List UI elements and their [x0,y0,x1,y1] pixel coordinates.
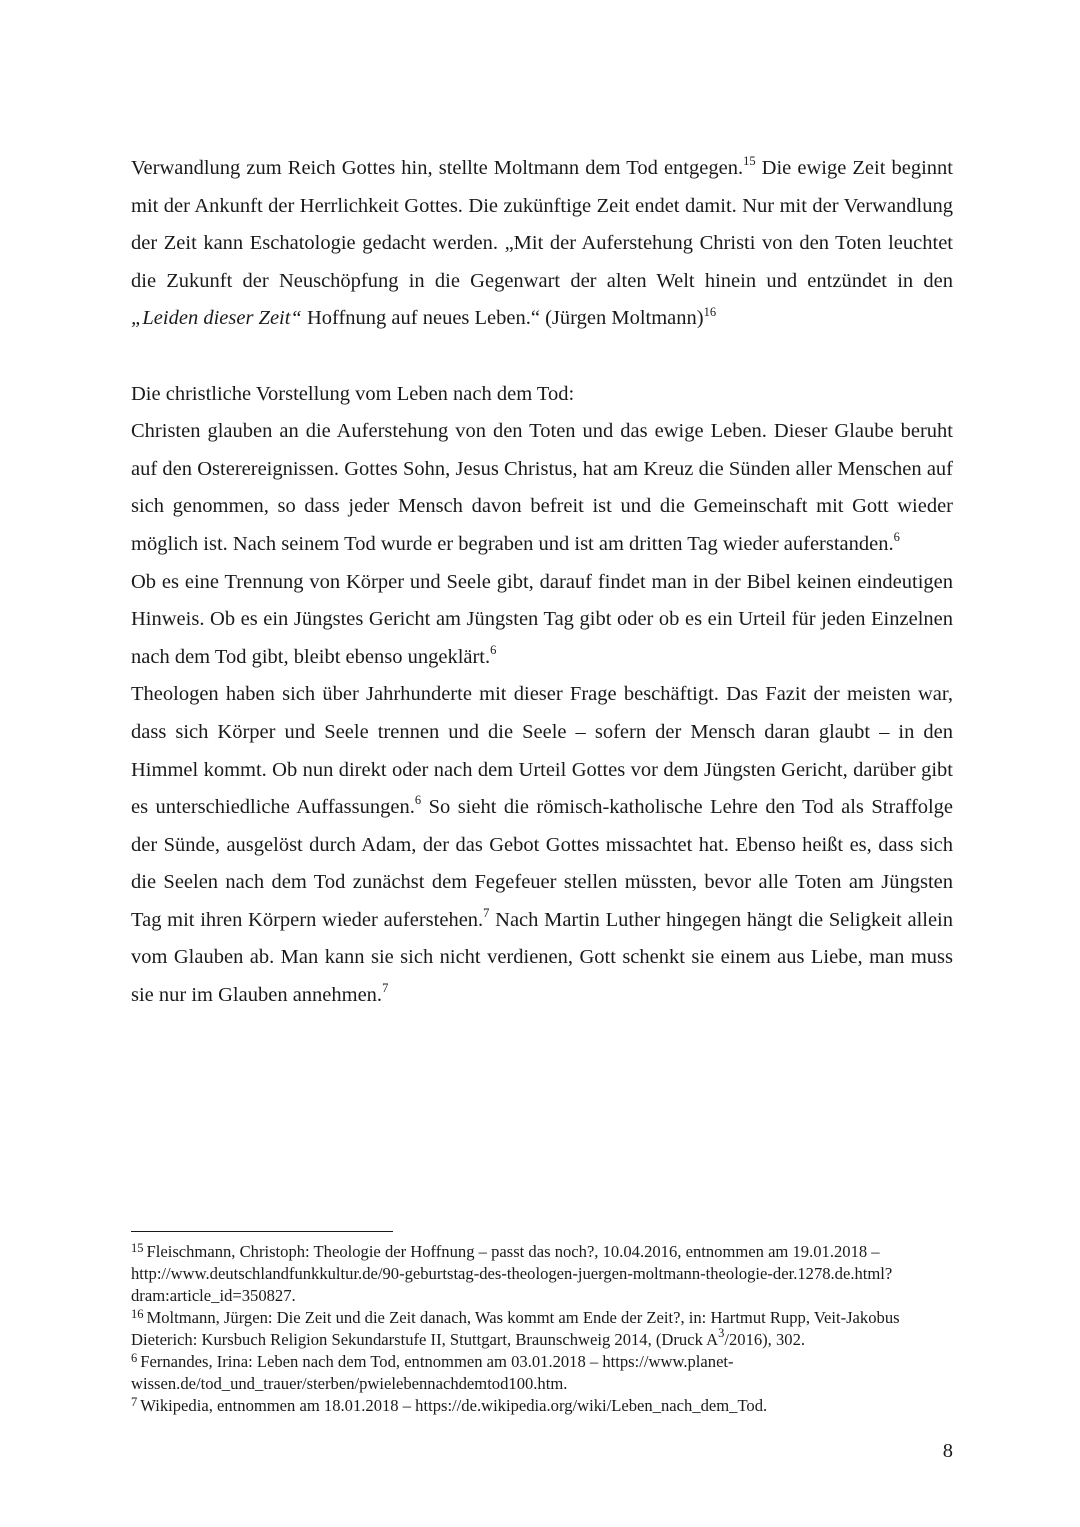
paragraph-theologen [131,676,953,1014]
footnote [131,1241,953,1307]
footnote-text: Moltmann, Jürgen: Die Zeit und die Zeit danach, Was kommt am Ende der Zeit?, in: Hartmut Rupp, Veit-Jakobus Dieterich: Kursbuch Religion Sekundarstufe II, Stuttgart, Braunschweig 2014, (Druck A [131,1308,900,1349]
footnote-ref: 7 [382,981,389,996]
paragraph-text: Ob es eine Trennung von Körper und Seele gibt, darauf findet man in der Bibel keinen eindeutigen Hinweis. Ob es ein Jüngstes Gericht am Jüngsten Tag gibt oder ob es ein Urteil für jeden Einzelnen nach dem Tod gibt, bleibt ebenso ungeklärt. [131,570,953,668]
footnote-number: 6 [131,1351,138,1365]
paragraph-koerper-seele [131,564,953,677]
footnote-number: 16 [131,1307,144,1321]
paragraph-text: Hoffnung auf neues Leben.“ (Jürgen Moltmann) [301,307,704,330]
footnotes [131,1241,953,1417]
footnote-text: Fernandes, Irina: Leben nach dem Tod, entnommen am 03.01.2018 – https://www.planet-wissen.de/tod_und_trauer/sterben/pwielebennachdemtod100.htm. [131,1352,734,1393]
footnote-ref: 6 [893,530,900,545]
footnote-divider [131,1231,393,1232]
footnote-ref: 6 [414,793,422,808]
footnote [131,1307,953,1351]
paragraph-text: Verwandlung zum Reich Gottes hin, stellte Moltmann dem Tod entgegen. [131,157,744,179]
emphasized-quote: „Leiden dieser Zeit“ [131,307,302,330]
paragraph-auferstehung [131,413,953,563]
footnote [131,1395,953,1417]
footnote-number: 7 [131,1395,138,1409]
footnote-text: Wikipedia, entnommen am 18.01.2018 – https://de.wikipedia.org/wiki/Leben_nach_dem_Tod. [140,1396,768,1415]
paragraph-text: Nach Martin Luther hingegen hängt die Seligkeit allein vom Glauben ab. Man kann sie sich nicht verdienen, Gott schenkt sie einem aus Liebe, man muss sie nur im Glauben annehmen. [131,908,953,1007]
paragraph-text: Christen glauben an die Auferstehung von den Toten und das ewige Leben. Dieser Glaube beruht auf den Osterereignissen. Gottes Sohn, Jesus Christus, hat am Kreuz die Sünden aller Menschen auf sich genommen, so dass jeder Mensch davon befreit ist und die Gemeinschaft mit Gott wieder möglich ist. Nach seinem Tod wurde er begraben und ist am dritten Tag wieder auferstanden. [131,420,953,555]
footnote [131,1351,953,1395]
footnote-text: Fleischmann, Christoph: Theologie der Hoffnung – passt das noch?, 10.04.2016, entnommen am 19.01.2018 – http://www.deutschlandfunkkultur.de/90-geburtstag-des-theologen-juergen-moltmann-theologie-der.1278.de.html?dram:article_id=350827. [131,1242,893,1305]
footnote-ref: 15 [743,154,756,169]
paragraph-moltmann [131,150,953,338]
footnote-superscript: 3 [718,1326,725,1341]
footnote-ref: 16 [703,304,717,319]
footnote-ref: 6 [490,642,497,657]
footnote-text: /2016), 302. [724,1330,806,1349]
footnote-number: 15 [131,1241,144,1255]
paragraph-spacer [131,338,953,376]
section-heading: Die christliche Vorstellung vom Leben nach dem Tod: [131,382,575,405]
page-number: 8 [942,1440,953,1462]
paragraph-text: So sieht die römisch-katholische Lehre den Tod als Straffolge der Sünde, ausgelöst durch Adam, der das Gebot Gottes missachtet hat. Ebenso heißt es, dass sich die Seelen nach dem Tod zunächst dem Fegefeuer stellen müssten, bevor alle Toten am Jüngsten Tag mit ihren Körpern wieder auferstehen. [131,796,953,931]
paragraph-text: Die ewige Zeit beginnt mit der Ankunft der Herrlichkeit Gottes. Die zukünftige Zeit endet damit. Nur mit der Verwandlung der Zeit kann Eschatologie gedacht werden. „Mit der Auferstehung Christi von den Toten leuchtet die Zukunft der Neuschöpfung in die Gegenwart der alten Welt hinein und entzündet in den [131,157,953,292]
paragraph-text: Theologen haben sich über Jahrhunderte mit dieser Frage beschäftigt. Das Fazit der meisten war, dass sich Körper und Seele trennen und die Seele – sofern der Mensch daran glaubt – in den Himmel kommt. Ob nun direkt oder nach dem Urteil Gottes vor dem Jüngsten Gericht, darüber gibt es unterschiedliche Auffassungen. [131,683,953,819]
footnote-ref: 7 [483,906,490,921]
body-text [131,150,953,1015]
